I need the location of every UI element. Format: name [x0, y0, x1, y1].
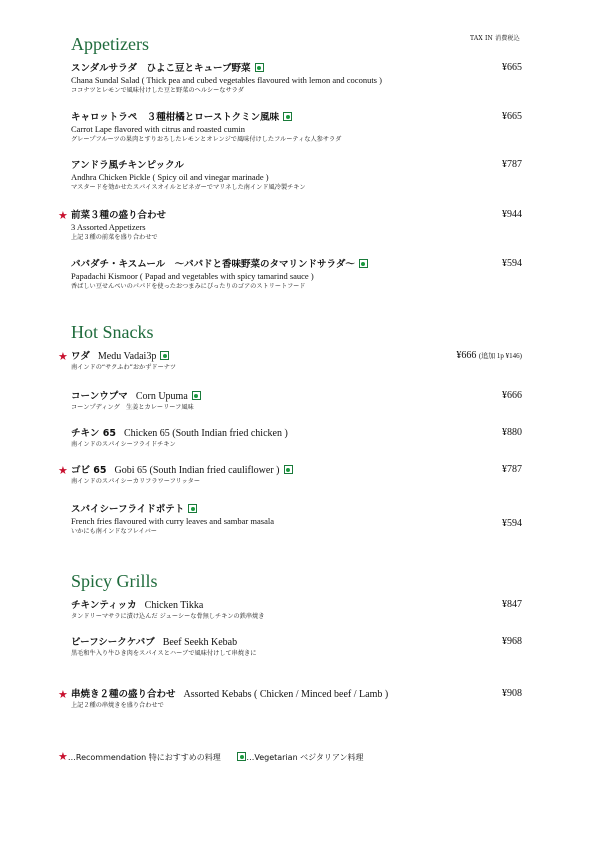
item-desc-ja: 南インドのスパイシーカリフラワーフリッター [71, 478, 201, 485]
item-name-en: Chicken Tikka [144, 600, 204, 611]
vegetarian-icon [255, 63, 264, 72]
recommendation-star-icon: ★ [58, 350, 68, 363]
item-price: ¥787 [502, 159, 522, 170]
recommendation-star-icon: ★ [58, 464, 68, 477]
legend [58, 751, 364, 763]
item-name-en: Medu Vadai3p [97, 351, 157, 362]
vegetarian-icon [284, 465, 293, 474]
item-price-extra: (追加 1p ¥146) [478, 352, 522, 360]
item-name-en: Chicken 65 (South Indian fried chicken ) [123, 428, 288, 439]
item-desc-en: French fries flavoured with curry leaves and sambar masala [71, 516, 274, 526]
recommendation-star-icon: ★ [58, 750, 68, 763]
item-desc-ja: ココナツとレモンで風味付けした豆と野菜のヘルシーなサラダ [71, 87, 244, 94]
menu-item [58, 350, 526, 373]
item-desc-en: Papadachi Kismoor ( Papad and vegetables with spicy tamarind sauce ) [71, 271, 314, 281]
tax-note: TAX IN 消費税込 [470, 35, 520, 42]
item-name-ja: チキンティッカ [71, 600, 137, 611]
vegetarian-icon [283, 112, 292, 121]
item-price-value: ¥666 [456, 350, 477, 361]
menu-item [71, 111, 526, 145]
item-name-ja: 串焼き２種の盛り合わせ [71, 689, 176, 700]
item-desc-en: Andhra Chicken Pickle ( Spicy oil and vinegar marinade ) [71, 172, 269, 182]
item-desc-ja: 南インドの“サクふわ”おかずドーナツ [71, 364, 177, 371]
item-name-ja: チキン 65 [71, 428, 116, 439]
item-name-ja: ビーフシークケバブ [71, 637, 155, 648]
item-name-ja: ワダ [71, 351, 90, 362]
item-desc-ja: 南インドのスパイシーフライドチキン [71, 441, 176, 448]
item-desc-en: Chana Sundal Salad ( Thick pea and cubed vegetables flavoured with lemon and coconuts ) [71, 75, 382, 85]
menu-item [58, 464, 526, 487]
item-name-en: Gobi 65 (South Indian fried cauliflower ) [114, 465, 280, 476]
item-price: ¥944 [502, 209, 522, 220]
item-price: ¥847 [502, 599, 522, 610]
legend-recommendation-text: …Recommendation 特におすすめの料理 [67, 753, 221, 762]
item-name-ja: キャロットラペ ３種柑橘とローストクミン風味 [71, 112, 280, 123]
item-desc-ja: マスタードを効かせたスパイスオイルとビネガーでマリネした南インド風冷製チキン [71, 184, 306, 191]
item-name-ja: アンドラ風チキンピックル [71, 160, 184, 171]
menu-item [71, 159, 526, 193]
legend-vegetarian-text: …Vegetarian ベジタリアン料理 [246, 753, 364, 762]
item-price: ¥665 [502, 111, 522, 122]
vegetarian-icon [359, 259, 368, 268]
recommendation-star-icon: ★ [58, 209, 68, 222]
item-price: ¥880 [502, 427, 522, 438]
vegetarian-icon [237, 752, 246, 761]
item-price [456, 350, 522, 361]
item-desc-ja: コーンプディング 生姜とカレーリーフ風味 [71, 404, 194, 411]
section-title-spicy-grills: Spicy Grills [71, 571, 158, 591]
menu-item [71, 390, 526, 413]
recommendation-star-icon: ★ [58, 688, 68, 701]
item-desc-ja: タンドリーマサラに漬け込んだ ジューシーな骨無しチキンの鉄串焼き [71, 613, 265, 620]
item-desc-ja: グレープフルーツの果肉とすりおろしたレモンとオレンジで風味付けしたフルーティな人参サラダ [71, 136, 342, 143]
item-name-ja: 前菜３種の盛り合わせ [71, 210, 167, 221]
item-name-en: Beef Seekh Kebab [162, 637, 238, 648]
item-desc-ja: 上記２種の串焼きを盛り合わせで [71, 702, 164, 709]
menu-item [71, 503, 526, 537]
item-name-ja: スパイシーフライドポテト [71, 504, 185, 515]
item-desc-ja: 上記３種の前菜を盛り合わせで [71, 234, 158, 241]
item-name-ja: ゴビ 65 [71, 465, 107, 476]
item-price: ¥666 [502, 390, 522, 401]
item-desc-en: Carrot Lape flavored with citrus and roasted cumin [71, 124, 245, 134]
menu-item [58, 209, 526, 243]
item-name-ja: パパダチ・キスムール ～パパドと香味野菜のタマリンドサラダ～ [71, 259, 355, 270]
menu-item [58, 688, 526, 711]
menu-item [71, 636, 526, 659]
item-name-en: Corn Upuma [135, 391, 188, 402]
item-desc-ja: 黒毛和牛入り牛ひき肉をスパイスとハーブで風味付けして串焼きに [71, 650, 257, 657]
vegetarian-icon [192, 391, 201, 400]
menu-item [71, 62, 526, 96]
menu-item [71, 599, 526, 622]
item-name-ja: コーンウプマ [71, 391, 128, 402]
item-name-ja: スンダルサラダ ひよこ豆とキューブ野菜 [71, 63, 251, 74]
item-price: ¥908 [502, 688, 522, 699]
item-price: ¥787 [502, 464, 522, 475]
item-price: ¥594 [502, 518, 522, 529]
item-desc-ja: いかにも南インドなフレイバー [71, 528, 157, 535]
section-title-hot-snacks: Hot Snacks [71, 322, 154, 342]
menu-item [71, 427, 526, 450]
item-name-en: Assorted Kebabs ( Chicken / Minced beef / Lamb ) [183, 689, 389, 700]
section-title-appetizers: Appetizers [71, 34, 149, 54]
vegetarian-icon [188, 504, 197, 513]
item-price: ¥665 [502, 62, 522, 73]
menu-item [71, 258, 526, 292]
vegetarian-icon [160, 351, 169, 360]
item-desc-ja: 香ばしい豆せんべいのパパドを使ったおつまみにぴったりのゴアのストリートフード [71, 283, 306, 290]
item-price: ¥594 [502, 258, 522, 269]
item-desc-en: 3 Assorted Appetizers [71, 222, 146, 232]
item-price: ¥968 [502, 636, 522, 647]
